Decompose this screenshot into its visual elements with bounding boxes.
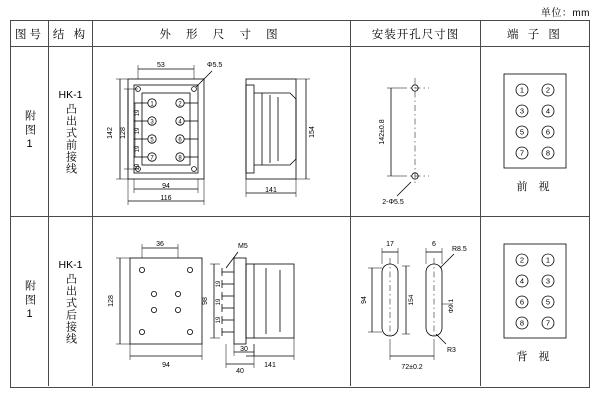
spec-table <box>10 20 590 388</box>
pin-number: 3 <box>149 119 154 125</box>
header-cell-outline-dimensions: 外 形 尺 寸 图 <box>93 21 351 46</box>
mounting-hole-cell-rear <box>351 217 481 386</box>
outline-drawing-cell-front <box>93 47 351 216</box>
structure-cell <box>49 217 93 386</box>
outline-drawing-front-svg <box>94 49 350 215</box>
terminal-number: 6 <box>545 127 551 137</box>
terminal-number: 8 <box>545 148 551 158</box>
outline-drawing-rear-svg <box>94 222 350 382</box>
terminal-number: 5 <box>519 127 525 137</box>
dim-142-tol: 142±0.8 <box>378 118 386 145</box>
dim-154: 154 <box>407 294 415 305</box>
terminal-number: 8 <box>519 318 525 328</box>
pin-number: 1 <box>149 101 154 107</box>
structure-text: 凸出式后接线 <box>64 272 77 345</box>
dim-2-phi55: 2-Φ5.5 <box>381 198 404 206</box>
table-row <box>11 217 589 386</box>
terminal-number: 1 <box>545 255 551 265</box>
dim-141: 141 <box>263 361 276 369</box>
dim-6: 6 <box>431 240 436 248</box>
pin-number: 4 <box>177 119 182 125</box>
dim-72-tol: 72±0.2 <box>400 363 423 371</box>
pin-number: 8 <box>177 155 182 161</box>
row-index-cell <box>11 47 49 216</box>
pin-number: 6 <box>177 137 182 143</box>
terminal-number: 2 <box>519 255 525 265</box>
row-index-cell <box>11 217 49 386</box>
terminal-number: 3 <box>545 276 551 286</box>
dim-128: 128 <box>119 126 127 139</box>
row-index-label: 附图1 <box>23 110 36 153</box>
dim-r85: R8.5 <box>451 245 467 253</box>
dim-94: 94 <box>360 295 368 304</box>
dim-94: 94 <box>161 361 170 369</box>
dim-17: 17 <box>385 240 394 248</box>
terminal-number: 2 <box>545 85 551 95</box>
dim-94: 94 <box>161 182 170 190</box>
terminal-number: 1 <box>519 85 525 95</box>
dim-30: 30 <box>239 345 248 353</box>
terminal-number: 7 <box>545 318 551 328</box>
dim-142: 142 <box>106 126 114 139</box>
terminal-diagram-front-svg <box>496 70 574 174</box>
terminal-number: 3 <box>519 106 525 116</box>
terminal-number: 4 <box>519 276 525 286</box>
terminal-number: 6 <box>519 297 525 307</box>
dim-141: 141 <box>264 186 277 194</box>
dim-19-c: 19 <box>134 145 141 152</box>
terminal-number: 5 <box>545 297 551 307</box>
pin-number: 2 <box>177 101 182 107</box>
dim-19-a: 19 <box>215 280 222 287</box>
structure-cell <box>49 47 93 216</box>
mounting-hole-cell-front <box>351 47 481 216</box>
structure-code: HK-1 <box>58 258 83 271</box>
dim-36: 36 <box>155 240 164 248</box>
dim-m5: M5 <box>237 242 248 250</box>
terminal-number: 4 <box>545 106 551 116</box>
table-header-row <box>11 21 589 47</box>
dim-19-b: 19 <box>134 127 141 134</box>
terminal-diagram-rear-svg <box>496 240 574 344</box>
table-row <box>11 47 589 217</box>
terminal-view-label: 背 视 <box>516 350 554 363</box>
dim-r3: R3 <box>446 346 456 354</box>
dim-154: 154 <box>308 125 316 138</box>
structure-text: 凸出式前接线 <box>64 102 77 175</box>
mounting-hole-rear-svg <box>352 224 480 380</box>
outline-drawing-cell-rear <box>93 217 351 386</box>
structure-code: HK-1 <box>58 88 83 101</box>
dim-19-d: 19 <box>134 163 141 170</box>
dim-128: 128 <box>107 294 115 307</box>
terminal-diagram-cell-front <box>481 47 589 216</box>
dim-19-c: 19 <box>215 316 222 323</box>
dim-19-b: 19 <box>215 298 222 305</box>
dim-40: 40 <box>235 367 244 375</box>
dim-116: 116 <box>159 194 172 202</box>
dim-phi55: Φ5.5 <box>206 61 222 69</box>
row-index-label: 附图1 <box>23 280 36 323</box>
dim-19-a: 19 <box>134 109 141 116</box>
pin-number: 7 <box>149 155 154 161</box>
pin-number: 5 <box>149 137 154 143</box>
dim-phi91: Φ9.1 <box>447 298 455 313</box>
header-cell-drawing-no: 图号 <box>11 21 49 46</box>
terminal-diagram-cell-rear <box>481 217 589 386</box>
unit-note: 单位：mm <box>540 8 590 19</box>
dim-53: 53 <box>156 61 165 69</box>
mounting-hole-front-svg <box>353 52 479 212</box>
terminal-number: 7 <box>519 148 525 158</box>
dim-98: 98 <box>201 296 209 305</box>
terminal-view-label: 前 视 <box>516 180 554 193</box>
header-cell-terminal-diagram: 端 子 图 <box>507 28 563 41</box>
header-cell-structure: 结 构 <box>49 21 93 46</box>
header-cell-mounting-hole: 安装开孔尺寸图 <box>351 21 481 46</box>
